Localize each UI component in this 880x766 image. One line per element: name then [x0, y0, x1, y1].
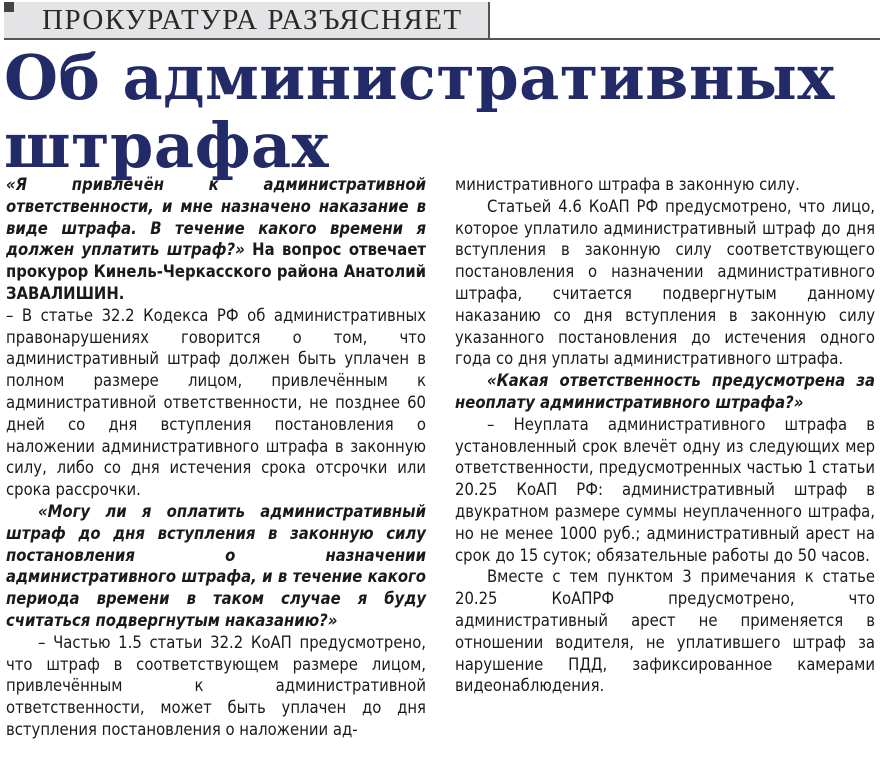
article-headline — [4, 41, 874, 182]
answer-1: – В статье 32.2 Кодекса РФ об административных правонарушениях говорится о том, что административный штраф должен быть уплачен в полном размере лицом, привлечённым к административной ответственности, не позднее 60 дней со дня вступления постановления о наложении административного штрафа в законную силу, либо со дня истечения срока отсрочки или срока рассрочки. — [6, 305, 426, 500]
rubric-marker — [4, 2, 14, 12]
answer-intro: На вопрос отвечает прокурор Кинель-Черкасского района Анатолий ЗАВАЛИШИН. — [6, 240, 426, 303]
text-column-left — [6, 174, 426, 741]
question-2: «Могу ли я оплатить административный штраф до дня вступления в законную силу постановления о назначении административного штрафа, и в течение какого периода времени в таком случае я буду считаться подвергнутым наказанию?» — [6, 501, 426, 630]
header-rule — [490, 38, 880, 40]
paragraph-note-3: Вместе с тем пунктом 3 примечания к статье 20.25 КоАПРФ предусмотрено, что административный арест не применяется в отношении водителя, не уплатившего штраф за нарушение ПДД, зафиксированное камерами видеонаблюдения. — [455, 567, 875, 696]
headline-line-2: штрафах — [4, 109, 330, 182]
rubric-bar — [4, 2, 490, 40]
question-3: «Какая ответственность предусмотрена за неоплату административного штрафа?» — [455, 371, 875, 412]
question-1: «Я привлечён к административной ответственности, и мне назначено наказание в виде штрафа. В течение какого времени я должен уплатить штраф?» — [6, 175, 426, 260]
headline-line-1: Об административных — [4, 41, 835, 114]
rubric-label: ПРОКУРАТУРА РАЗЪЯСНЯЕТ — [42, 4, 463, 36]
intro-paragraph — [6, 174, 426, 305]
text-column-right — [455, 174, 875, 697]
answer-3: – Неуплата административного штрафа в установленный срок влечёт одну из следующих мер ответственности, предусмотренных частью 1 статьи 20.25 КоАП РФ: административный штраф в двукратном размере суммы неуплаченного штрафа, но не менее 1000 руб.; административный арест на срок до 15 суток; обязательные работы до 50 часов. — [455, 414, 875, 565]
answer-2-start: – Частью 1.5 статьи 32.2 КоАП предусмотрено, что штраф в соответствующем размере лицом, привлечённым к административной ответственности, может быть уплачен до дня вступления постановления о наложении ад- — [6, 632, 426, 739]
answer-2-end: министративного штрафа в законную силу. — [455, 175, 800, 194]
paragraph-article-4-6: Статьей 4.6 КоАП РФ предусмотрено, что лицо, которое уплатило административный штраф до дня вступления в законную силу соответствующего постановления о назначении административного штрафа, считается подвергнутым данному наказанию со дня вступления в законную силу указанного постановления до истечения одного года со дня уплаты административного штрафа. — [455, 196, 875, 369]
